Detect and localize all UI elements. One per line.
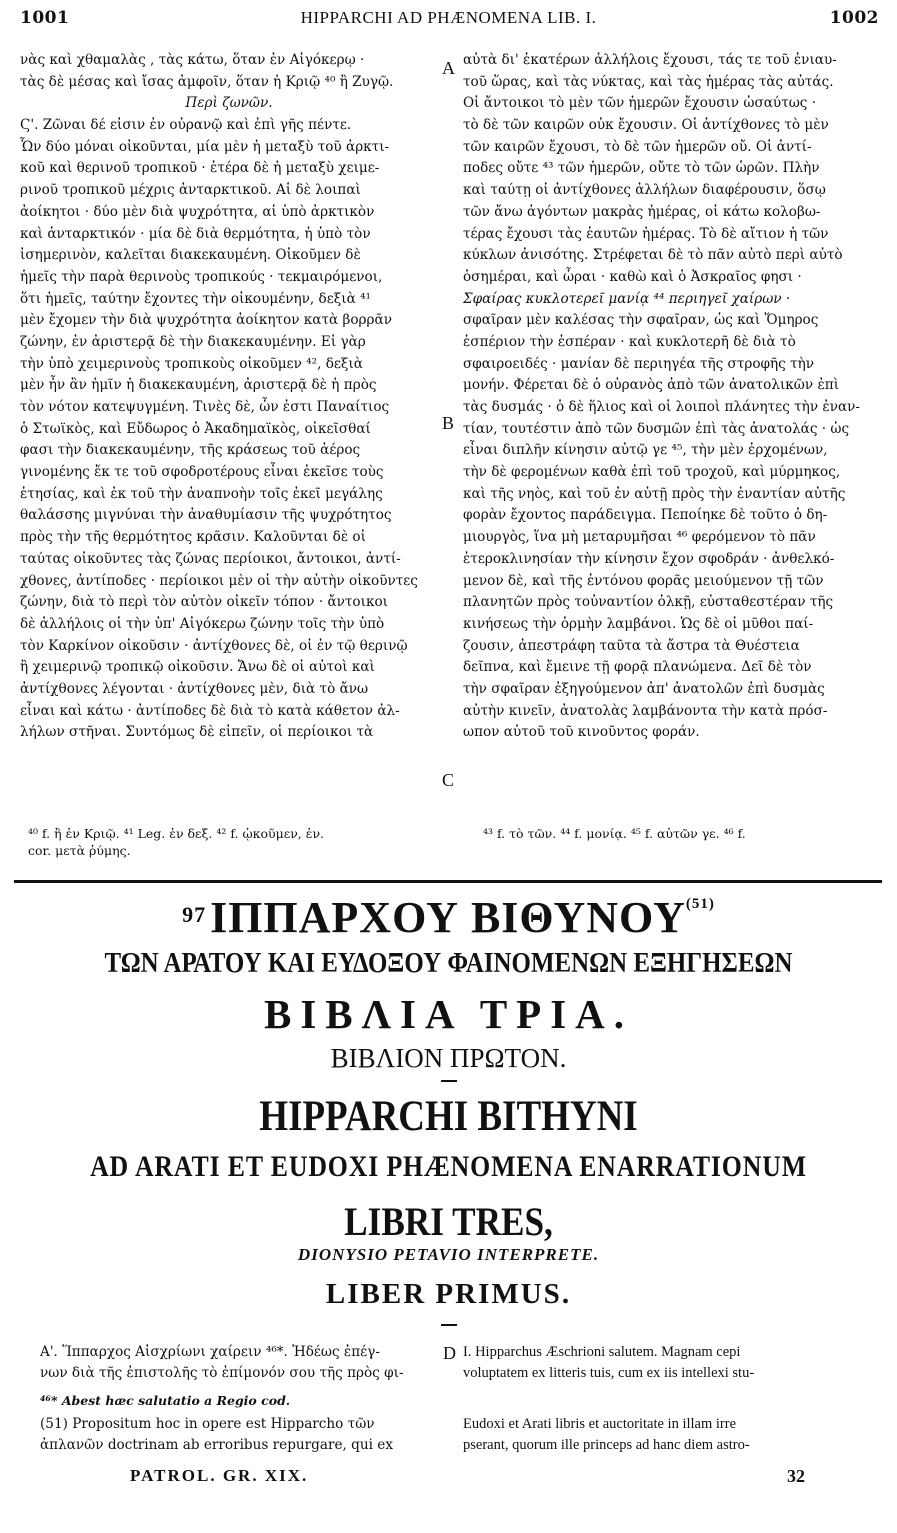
text-line: ἢ χειμερινῷ τροπικῷ οἰκοῦσιν. Ἄνω δὲ οἱ αὐτοὶ καὶ [20,659,375,676]
greek-title [0,892,897,943]
title-dash [441,1324,457,1326]
latin-books-line: LIBRI TRES, [344,1199,553,1244]
text-line: Οἱ ἄντοικοι τὸ μὲν τῶν ἡμερῶν ἔχουσιν ὡσαύτως · [463,95,817,112]
text-line: χθονες, ἀντίποδες · περίοικοι μὲν οἱ τὴν αὐτὴν οἰκοῦντες [20,572,418,589]
text-line: καὶ τῆς νηὸς, καὶ τοῦ ἐν αὐτῇ πρὸς τὴν ἐναντίαν αὐτῆς [463,485,846,502]
margin-mark-c: C [442,770,455,790]
text-line: καὶ ἀνταρκτικόν · μία δὲ διὰ θερμότητα, ἡ ὑπὸ τὸν [20,225,371,242]
text-line: φορὰν ἔχοντος παράδειγμα. Πεποίηκε δὲ τοῦτο ὁ δη- [463,507,828,524]
text-line: σφαιροειδές · μανίαν δὲ περιηγέα τῆς στροφῆς τὴν [463,355,815,372]
text-line: ρινοῦ τροπικοῦ μέχρις ἀνταρκτικοῦ. Αἱ δὲ λοιπαὶ [20,182,361,199]
text-line: καὶ ταύτῃ οἱ ἀντίχθονες ἀλλήλων διαφέρουσιν, ὅσῳ [463,182,826,199]
text-line: τὴν ὑπὸ χειμερινοὺς τροπικοὺς οἰκοῦμεν ⁴², δεξιὰ [20,355,363,372]
text-line: Σφαίρας κυκλοτερεῖ μανίᾳ ⁴⁴ περιηγεῖ χαίρων · [463,290,791,307]
text-line: τῶν καιρῶν ἔχουσι, τὸ δὲ τῶν ἡμερῶν οὔ. Οἱ ἀντί- [463,138,812,155]
text-line: τὸ δὲ τῶν καιρῶν οὐκ ἔχουσιν. Οἱ ἀντίχθονες τὸ μὲν [463,117,829,134]
latin-subtitle: AD ARATI ET EUDOXI PHÆNOMENA ENARRATIONUM [90,1150,807,1183]
text-line: τίαν, τουτέστιν ἀπὸ τῶν δυσμῶν ἐπὶ τὰς ἀνατολάς · ὡς [463,420,850,437]
text-line: τὸν Καρκίνον οἰκοῦσιν · ἀντίχθονες δὲ, οἱ ἐν τῷ θερινῷ [20,637,408,654]
latin-book-one: LIBER PRIMUS. [325,1278,572,1310]
text-line: τὰς δυσμάς · ὁ δὲ ἥλιος καὶ οἱ λοιποὶ πλάνητες τὴν ἐναν- [463,399,861,415]
text-line: Ϛ'. Ζῶναι δέ εἰσιν ἐν οὐρανῷ καὶ ἐπὶ γῆς πέντε. [20,117,352,134]
latin-title: HIPPARCHI BITHYNI [259,1093,638,1140]
text-line: τὴν δὲ φερομένων καθὰ ἐπὶ τοῦ τροχοῦ, καὶ μύρμηκος, [463,464,841,481]
text-line: δεῖπνα, καὶ ἔμεινε τῇ φορᾷ πλανώμενα. Δεῖ δὲ τὸν [463,659,812,676]
text-line: ἀντίχθονες λέγονται · ἀντίχθονες μὲν, διὰ τὸ ἄνω [20,680,369,697]
editor-note-right [463,1414,750,1456]
footnote-line: ⁴³ f. τὸ τῶν. ⁴⁴ f. μονίᾳ. ⁴⁵ f. αὐτῶν γε. ⁴⁶ f. [483,826,746,841]
margin-mark-a: A [442,58,455,78]
text-line: ἀπλανῶν doctrinam ab erroribus repurgare, qui ex [40,1437,393,1453]
footnote-line: ⁴⁰ f. ἢ ἐν Κριῷ. ⁴¹ Leg. ἐν δεξ. ⁴² f. ᾠκοῦμεν, ἐν. [28,826,325,841]
greek-subtitle: ΤΩΝ ΑΡΑΤΟΥ ΚΑΙ ΕΥΔΟΞΟΥ ΦΑΙΝΟΜΕΝΩΝ ΕΞΗΓΗΣΕΩΝ [104,947,793,979]
text-line: ὁ Στωϊκὸς, καὶ Εὔδωρος ὁ Ἀκαδημαϊκὸς, οἰκεῖσθαί [20,420,371,437]
text-line: θαλάσσης μιγνύναι τὴν ἀναθυμίασιν τῆς ψυχρότητος [20,507,392,524]
text-line: εἶναι διπλῆν κίνησιν αὐτῷ γε ⁴⁵, τὴν μὲν ἐρχομένων, [463,442,828,459]
text-line: τῶν ἄνω ἀγόντων μακρὰς ἡμέρας, οἱ κάτω κολοβω- [463,203,821,220]
text-line: τὴν σφαῖραν ἐξηγούμενον ἀπ' ἀνατολῶν ἐπὶ δυσμὰς [463,680,825,697]
text-line: νων διὰ τῆς ἐπιστολῆς τὸ ἐπίμονόν σου τῆς πρὸς φι- [40,1365,404,1381]
text-line: ωπον αὐτοῦ τοῦ κινοῦντος φοράν. [463,724,700,741]
text-line: ζώνην, διὰ τὸ περὶ τὸν αὐτὸν οἰκεῖν τόπον · ἄντοικοι [20,594,388,611]
interpreter-line: DIONYSIO PETAVIO INTERPRETE. [297,1245,600,1264]
text-line: ἑσπέριον τὴν ἑσπέραν · καὶ κυκλοτερῆ δὲ διὰ τὸ [463,333,796,350]
text-line: μενον δὲ, καὶ τῆς ἐντόνου φορᾶς μειούμενον τῇ τῶν [463,572,824,589]
page-number-right: 1002 [829,8,879,28]
text-line: I. Hipparchus Æschrioni salutem. Magnam cepi [463,1344,741,1360]
text-line: (51) Propositum hoc in opere est Hipparcho τῶν [40,1416,375,1432]
text-line: μὲν ἦν ἂν ἡμῖν ἡ διακεκαυμένη, ἀριστερᾷ δὲ ἡ πρὸς [20,377,377,394]
chapter-number: 97 [182,902,207,927]
greek-opening-text [40,1342,404,1384]
text-line: τοῦ ὥρας, καὶ τὰς νύκτας, καὶ τὰς ἡμέρας τὰς αὐτάς. [463,73,834,90]
text-line: ἀοίκητοι · δύο μὲν διὰ ψυχρότητα, αἱ ὑπὸ ἀρκτικὸν [20,203,375,220]
text-line: Ὧν δύο μόναι οἰκοῦνται, μία μὲν ἡ μεταξὺ τοῦ ἀρκτι- [20,138,390,155]
text-line: μιουργὸς, ἵνα μὴ μεταρυμῆσαι ⁴⁶ φερόμενον τὸ πᾶν [463,529,816,546]
text-line: ὁσημέραι, καὶ ὧραι · καθὼ καὶ ὁ Ἀσκραῖος φησι · [463,268,802,285]
text-line: κινήσεως τὴν ὁρμὴν λαμβάνοι. Ὡς δὲ οἱ μῦθοι παί- [463,615,814,632]
text-line: ζουσιν, ἀπεστράφη ταῦτα τὰ ἄστρα τὰ Θυέστεια [463,637,800,654]
text-line: γινομένης ἔκ τε τοῦ σφοδροτέρους εἶναι ἐκεῖσε τοὺς [20,464,384,481]
text-line: ταύτας οἰκοῦντες τὰς ζώνας περίοικοι, ἄντοικοι, ἀντί- [20,550,401,567]
sheet-number: 32 [787,1466,805,1486]
text-line: ποδες οὔτε ⁴³ τῶν ἡμερῶν, οὔτε τὸ τῶν ὡρῶν. Πλὴν [463,160,820,177]
text-line: λήλων στῆναι. Συντόμως δὲ εἰπεῖν, οἱ περίοικοι τὰ [20,724,374,741]
text-line: ἰσημερινὸν, καλεῖται διακεκαυμένη. Οἰκοῦμεν δὲ [20,247,361,264]
footnotes-right [483,825,746,842]
text-line: αὐτὴν κινεῖν, ἀνατολὰς λαμβάνοντα τὴν κατὰ πρόσ- [463,702,828,719]
text-line: κύκλων ἀνισότης. Στρέφεται δὲ τὸ πᾶν αὐτὸ περὶ αὐτὸ [463,247,843,264]
greek-book-one: ΒΙΒΛΙΟΝ ΠΡΩΤΟΝ. [330,1043,567,1073]
note-reference: (51) [685,896,715,912]
title-dash [441,1080,457,1082]
footnote-line: cor. μετὰ ῥύμης. [28,843,131,858]
text-line: ἐτησίας, καὶ ἐκ τοῦ τὴν ἀναπνοὴν τοῖς ἐκεῖ μεγάλης [20,485,383,502]
section-divider-rule [14,880,882,883]
text-line: ἡμεῖς τὴν παρὰ θερινοὺς τροπικούς · τεκμαιρόμενοι, [20,268,383,285]
running-title: HIPPARCHI AD PHÆNOMENA LIB. I. [300,8,597,27]
text-line: μὲν ἔχομεν τὴν διὰ ψυχρότητα ἀοίκητον κατὰ βορρᾶν [20,312,392,329]
right-text-column [463,50,881,744]
series-signature: PATROL. GR. XIX. [130,1466,309,1485]
text-line: εἶναι καὶ κάτω · ἀντίποδες δὲ διὰ τὸ κατὰ κάθετον ἀλ- [20,702,400,719]
text-line: σφαῖραν μὲν καλέσας τὴν σφαῖραν, ὡς καὶ Ὅμηρος [463,312,819,329]
text-line: αὐτὰ δι' ἑκατέρων ἀλλήλοις ἔχουσι, τάς τε τοῦ ἐνιαυ- [463,52,837,68]
text-line: ζώνην, ἐν ἀριστερᾷ δὲ τὴν διακεκαυμένην. Εἰ γὰρ [20,333,366,350]
text-line: φασι τὴν διακεκαυμένην, τῆς κράσεως τοῦ ἀέρος [20,442,361,459]
text-line: πλανητῶν πρὸς τοὐναντίον ὁλκῇ, εὐσταθεστέραν τῆς [463,594,834,611]
text-line: ἑτεροκλινησίαν τὴν κίνησιν ἔχον σφοδράν · ἀνθελκό- [463,550,835,567]
page-number-left: 1001 [20,8,70,28]
text-line: νὰς καὶ χθαμαλὰς , τὰς κάτω, ὅταν ἐν Αἰγόκερῳ · [20,52,365,68]
text-line: ὅτι ἡμεῖς, ταύτην ἔχοντες τὴν οἰκουμένην, δεξιὰ ⁴¹ [20,290,371,307]
greek-title-text: ΙΠΠΑΡΧΟΥ ΒΙΘΥΝΟΥ [210,893,686,942]
editor-note-left [40,1414,393,1456]
text-line: τὰς δὲ μέσας καὶ ἴσας ἀμφοῖν, ὅταν ἡ Κριῷ ⁴⁰ ἢ Ζυγῷ. [20,73,394,90]
margin-mark-d: D [443,1343,456,1363]
salutation-footnote: ⁴⁶* Abest hæc salutatio a Regio cod. [40,1393,291,1408]
text-line: pserant, quorum ille princeps ad hanc diem astro- [463,1437,750,1453]
text-line: τὸν νότον κατεψυγμένη. Τινὲς δὲ, ὧν ἐστι Παναίτιος [20,399,390,415]
text-line: Περὶ ζωνῶν. [185,95,273,112]
text-line: Eudoxi et Arati libris et auctoritate in illam irre [463,1416,737,1432]
text-line: voluptatem ex litteris tuis, cum ex iis intellexi stu- [463,1365,755,1381]
text-line: μονήν. Φέρεται δὲ ὁ οὐρανὸς ἀπὸ τῶν ἀνατολικῶν ἐπὶ [463,377,840,394]
latin-opening-text [463,1342,754,1384]
text-line: τέρας ἔχουσι τὰς ἑαυτῶν ἡμέρας. Τὸ δὲ αἴτιον ἡ τῶν [463,225,829,242]
text-line: κοῦ καὶ θερινοῦ τροπικοῦ · ἑτέρα δὲ ἡ μεταξὺ χειμε- [20,160,380,177]
text-line: Α'. Ἵππαρχος Αἰσχρίωνι χαίρειν ⁴⁶*. Ἡδέως ἐπέγ- [40,1344,380,1360]
margin-mark-b: B [442,413,455,433]
footnotes-left [28,825,324,859]
text-line: δὲ ἀλλήλοις οἱ τὴν ὑπ' Αἰγόκερω ζώνην τοῖς τὴν ὑπὸ [20,615,385,632]
text-line: πρὸς τὴν τῆς θερμότητος κρᾶσιν. Καλοῦνται δὲ οἱ [20,529,366,546]
greek-books-line: ΒΙΒΛΙΑ ΤΡΙΑ. [263,991,634,1037]
left-text-column [20,50,438,744]
